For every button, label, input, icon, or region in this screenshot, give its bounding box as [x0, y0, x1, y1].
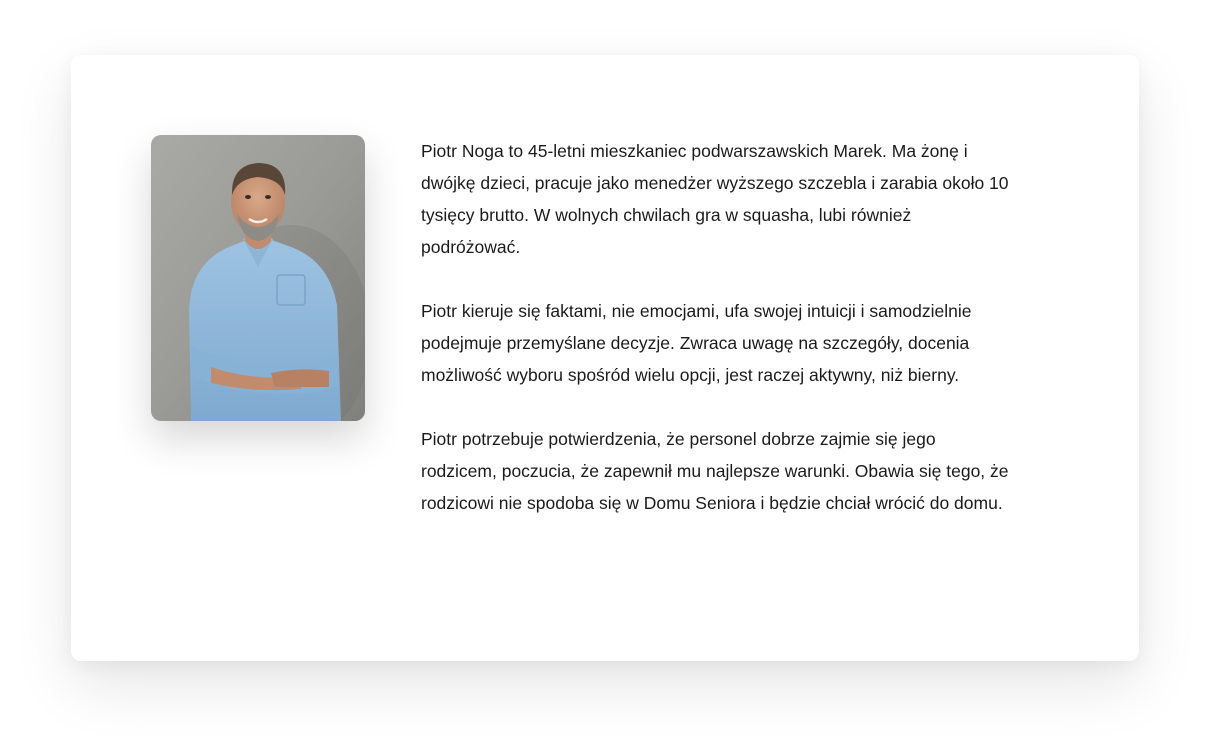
persona-paragraph-traits: Piotr kieruje się faktami, nie emocjami, ufa swojej intuicji i samodzielnie podejmuje przemyślane decyzje. Zwraca uwagę na szczegóły, docenia możliwość wyboru spośród wielu opcji, jest raczej aktywny, niż bierny.: [421, 301, 972, 385]
persona-card: [71, 55, 1139, 661]
person-photo-icon: [151, 135, 365, 421]
persona-description: [421, 135, 1011, 519]
persona-photo: [151, 135, 365, 421]
persona-paragraph-needs: Piotr potrzebuje potwierdzenia, że personel dobrze zajmie się jego rodzicem, poczucia, że zapewnił mu najlepsze warunki. Obawia się tego, że rodzicowi nie spodoba się w Domu Seniora i będzie chciał wrócić do domu.: [421, 429, 1009, 513]
persona-paragraph-intro: Piotr Noga to 45-letni mieszkaniec podwarszawskich Marek. Ma żonę i dwójkę dzieci, pracuje jako menedżer wyższego szczebla i zarabia około 10 tysięcy brutto. W wolnych chwilach gra w squasha, lubi również podróżować.: [421, 141, 1009, 257]
